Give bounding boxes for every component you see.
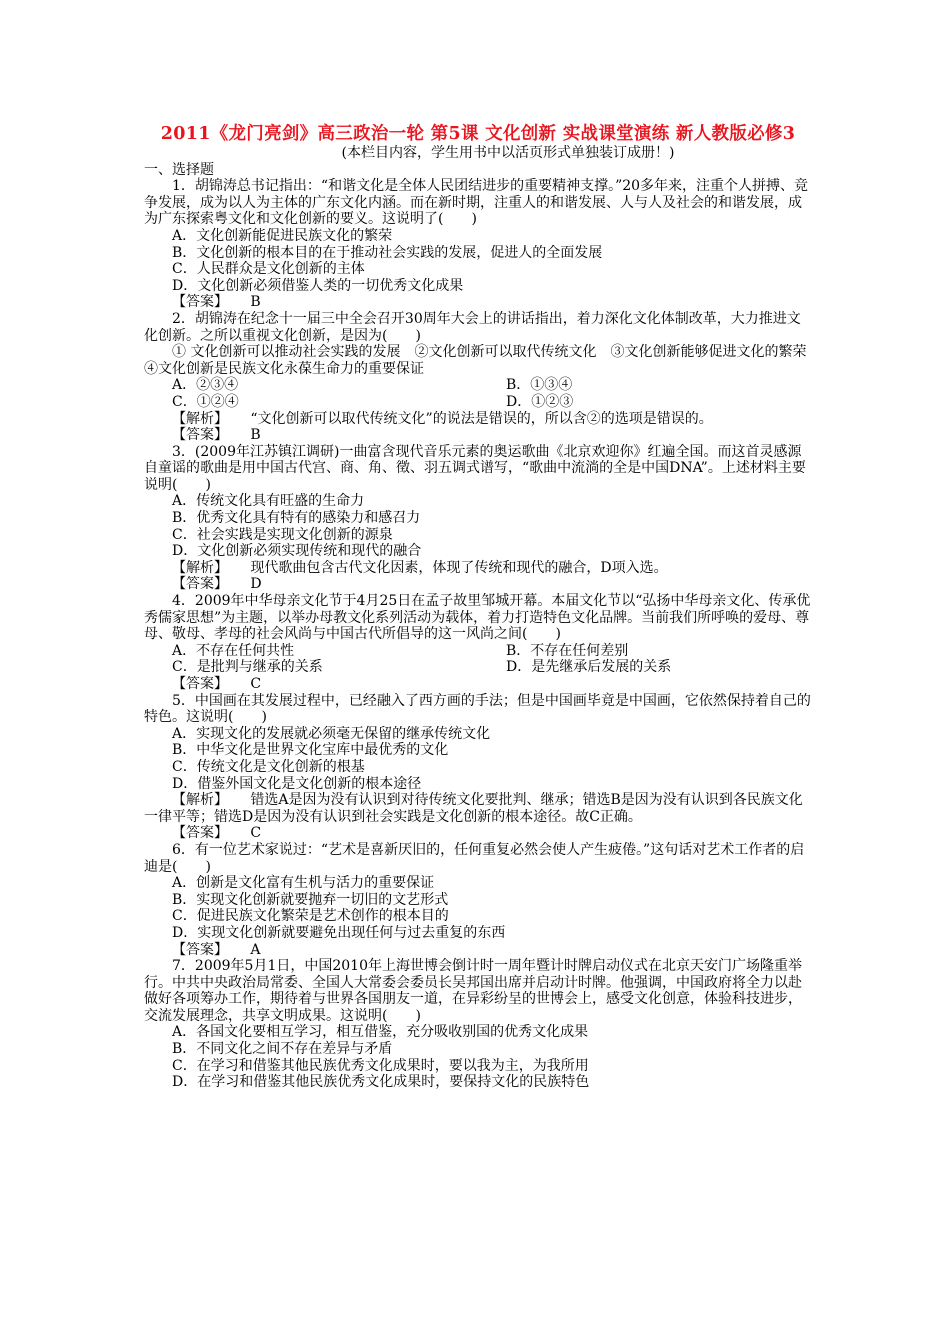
answer-value: D: [250, 576, 262, 593]
section-heading: 一、选择题: [144, 161, 214, 178]
option-d: D．文化创新必须实现传统和现代的融合: [172, 543, 422, 560]
analysis-label: 【解析】: [172, 559, 228, 576]
answer-value: A: [250, 941, 261, 958]
option-d: D．文化创新必须借鉴人类的一切优秀文化成果: [172, 277, 464, 294]
option-c: C．在学习和借鉴其他民族优秀文化成果时，要以我为主，为我所用: [172, 1057, 589, 1074]
option-d: D．实现文化创新就要避免出现任何与过去重复的东西: [172, 924, 506, 941]
option-c: C．人民群众是文化创新的主体: [172, 261, 365, 278]
option-a: A．实现文化的发展就必须毫无保留的继承传统文化: [172, 725, 491, 742]
option-a: A．各国文化要相互学习，相互借鉴，充分吸收别国的优秀文化成果: [172, 1024, 589, 1041]
option-b: B．不存在任何差别: [506, 642, 629, 659]
document-subtitle: (本栏目内容，学生用书中以活页形式单独装订成册！): [341, 145, 675, 161]
answer-label: 【答案】: [172, 576, 228, 593]
question-stem: 4．2009年中华母亲文化节于4月25日在孟子故里邹城开幕。本届文化节以“弘扬中华母亲文化、传承优秀儒家思想”为主题，以举办母教文化系列活动为载体，着力打造特色文化品牌。当前我们所呼唤的爱母、尊母、敬母、孝母的社会风尚与中国古代所倡导的这一风尚之间( ): [144, 593, 811, 643]
answer-line: [144, 825, 812, 842]
option-a: A．不存在任何共性: [172, 642, 295, 659]
options-row: [144, 643, 812, 660]
question-stem: 1．胡锦涛总书记指出：“和谐文化是全体人民团结进步的重要精神支撑。”20多年来，注重个人拼搏、竞争发展，成为以人为主体的广东文化内涵。而在新时期，注重人的和谐发展、人与人及社会的和谐发展，成为广东探索粤文化和文化创新的要义。这说明了( ): [144, 178, 809, 228]
analysis-line: [144, 411, 812, 428]
analysis-line: [144, 792, 812, 825]
option-a: A．创新是文化富有生机与活力的重要保证: [172, 875, 435, 892]
option-c: C．传统文化是文化创新的根基: [172, 758, 365, 775]
analysis-text: 现代歌曲包含古代文化因素，体现了传统和现代的融合，D项入选。: [250, 559, 668, 576]
option-c: C．①②④: [172, 393, 239, 410]
document-title: 2011《龙门亮剑》高三政治一轮 第5课 文化创新 实战课堂演练 新人教版必修3: [160, 124, 796, 144]
option-d: D．①②③: [506, 393, 574, 410]
answer-line: [144, 294, 812, 311]
answer-label: 【答案】: [172, 427, 228, 444]
analysis-label: 【解析】: [172, 792, 228, 809]
option-c: C．促进民族文化繁荣是艺术创作的根本目的: [172, 908, 449, 925]
answer-label: 【答案】: [172, 676, 228, 692]
option-b: B．中华文化是世界文化宝库中最优秀的文化: [172, 742, 449, 759]
question-items: ① 文化创新可以推动社会实践的发展 ②文化创新可以取代传统文化 ③文化创新能够促进文化的繁荣 ④文化创新是民族文化永葆生命力的重要保证: [144, 344, 821, 377]
option-a: A．②③④: [172, 377, 239, 394]
option-c: C．社会实践是实现文化创新的源泉: [172, 526, 393, 543]
question-stem: 6．有一位艺术家说过：“艺术是喜新厌旧的，任何重复必然会使人产生疲倦。”这句话对艺术工作者的启迪是( ): [144, 841, 805, 875]
options-row: [144, 394, 812, 411]
question-stem: 7．2009年5月1日，中国2010年上海世博会倒计时一周年暨计时牌启动仪式在北京天安门广场隆重举行。中共中央政治局常委、全国人大常委会委员长吴邦国出席并启动计时牌。他强调，中国政府将全力以赴做好各项筹办工作，期待着与世界各国朋友一道，在异彩纷呈的世博会上，感受文化创意，体验科技进步，交流发展理念，共享文明成果。这说明( ): [144, 958, 802, 1024]
answer-value: B: [250, 294, 261, 311]
option-b: B．①③④: [506, 377, 573, 394]
analysis-label: 【解析】: [172, 410, 228, 427]
option-d: D．在学习和借鉴其他民族优秀文化成果时，要保持文化的民族特色: [172, 1074, 590, 1091]
option-a: A．传统文化具有旺盛的生命力: [172, 493, 365, 510]
options-row: [144, 377, 812, 394]
question-stem: 3．(2009年江苏镇江调研)一曲富含现代音乐元素的奥运歌曲《北京欢迎你》红遍全国。而这首灵感源自童谣的歌曲是用中国古代宫、商、角、徵、羽五调式谱写，“歌曲中流淌的全是中国DNA”。上述材料主要说明( ): [144, 443, 806, 493]
option-b: B．实现文化创新就要抛弃一切旧的文艺形式: [172, 891, 449, 908]
option-b: B．文化创新的根本目的在于推动社会实践的发展，促进人的全面发展: [172, 244, 603, 261]
option-a: A．文化创新能促进民族文化的繁荣: [172, 227, 393, 244]
option-c: C．是批判与继承的关系: [172, 659, 323, 676]
answer-line: [144, 576, 812, 593]
answer-value: C: [250, 676, 262, 692]
analysis-line: [144, 560, 812, 577]
answer-label: 【答案】: [172, 294, 228, 311]
document-page: [144, 124, 821, 1091]
answer-line: [144, 942, 812, 959]
analysis-text: “文化创新可以取代传统文化”的说法是错误的，所以含②的选项是错误的。: [250, 410, 713, 427]
answer-label: 【答案】: [172, 941, 228, 958]
option-b: B．优秀文化具有特有的感染力和感召力: [172, 510, 421, 527]
question-stem: 2．胡锦涛在纪念十一届三中全会召开30周年大会上的讲话指出，着力深化文化体制改革，大力推进文化创新。之所以重视文化创新，是因为( ): [144, 310, 801, 344]
analysis-text: 错选A是因为没有认识到对待传统文化要批判、继承；错选B是因为没有认识到各民族文化一律平等；错选D是因为没有认识到社会实践是文化创新的根本途径。故C正确。: [144, 792, 803, 825]
option-d: D．是先继承后发展的关系: [506, 659, 672, 676]
answer-value: C: [250, 825, 262, 842]
answer-label: 【答案】: [172, 825, 228, 842]
answer-value: B: [250, 427, 261, 444]
option-b: B．不同文化之间不存在差异与矛盾: [172, 1041, 393, 1058]
options-row: [144, 659, 812, 676]
question-stem: 5．中国画在其发展过程中，已经融入了西方画的手法；但是中国画毕竟是中国画，它依然保持着自己的特色。这说明( ): [144, 692, 811, 726]
answer-line: [144, 427, 812, 444]
answer-line: [144, 676, 812, 693]
option-d: D．借鉴外国文化是文化创新的根本途径: [172, 775, 422, 792]
